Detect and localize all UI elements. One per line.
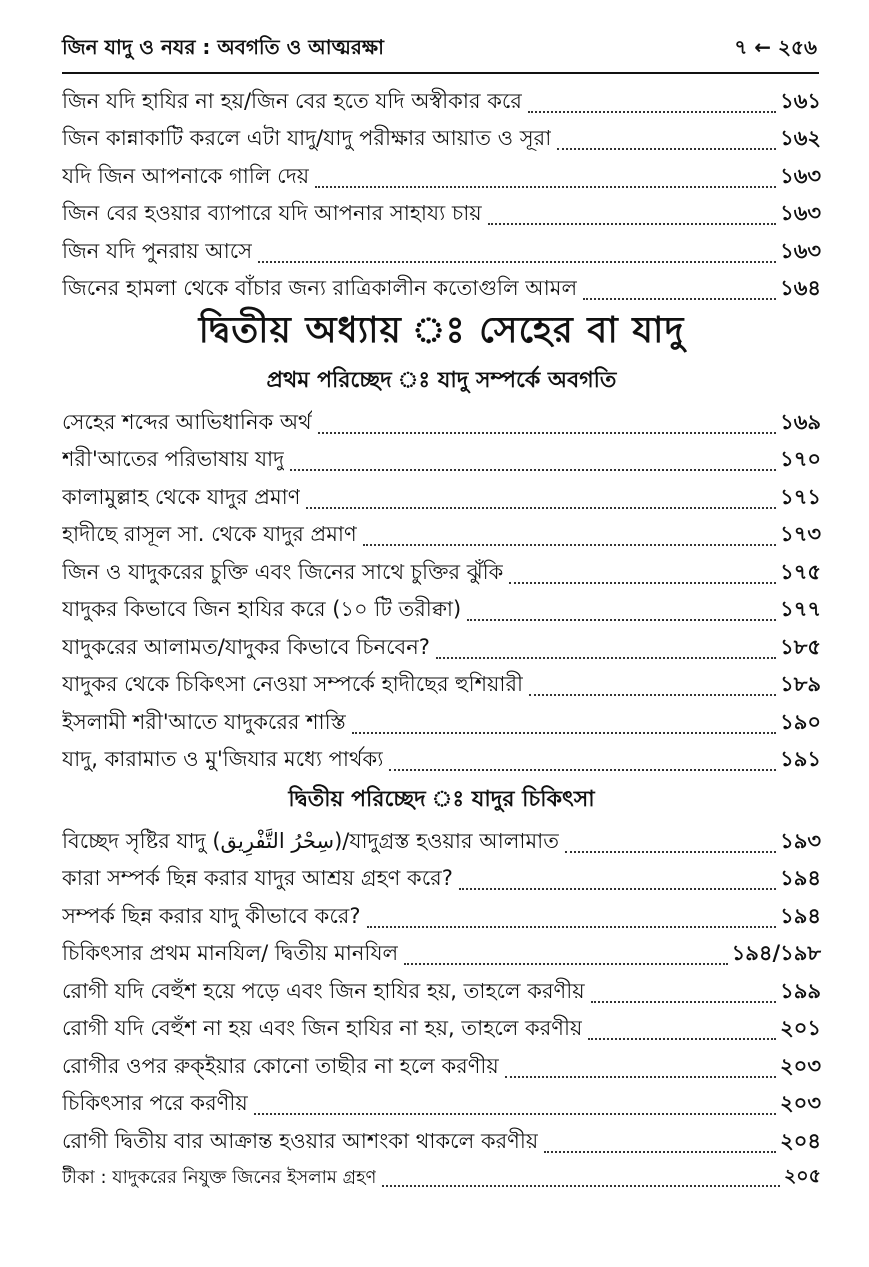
toc-entry-page: ১৭৩ [780,522,821,546]
toc-entry [62,195,821,233]
toc-entry-page: ১৮৫ [780,634,821,659]
toc-entry-page: ২০৩ [780,1053,821,1078]
toc-entry [62,120,821,158]
dot-leader [583,298,776,300]
toc-entry-page: ১৭৫ [780,559,821,584]
dot-leader [352,732,776,734]
toc-entry-title: রোগী যদি বেহুঁশ না হয় এবং জিন হাযির না হয়, তাহলে করণীয় [62,1016,583,1040]
dot-leader [258,261,776,263]
table-of-contents [62,82,821,1194]
toc-entry [62,666,821,704]
toc-entry-page: ১৬৩ [780,163,821,188]
dot-leader [529,694,776,696]
dot-leader [488,223,776,225]
dot-leader [565,851,776,853]
dot-leader [290,469,776,471]
toc-entry-page: ২০৪ [780,1128,821,1153]
toc-entry [62,972,821,1010]
dot-leader [509,582,776,584]
toc-entry-page: ১৬৪ [780,276,821,300]
dot-leader [505,1076,776,1078]
toc-entry [62,270,821,308]
toc-entry [62,628,821,666]
toc-entry-title: শরী'আতের পরিভাষায় যাদু [62,447,285,471]
toc-entry [62,591,821,629]
toc-entry-page: ১৯৩ [780,828,821,853]
toc-entry [62,741,821,779]
header-rule [62,72,819,74]
toc-entry [62,441,821,479]
dot-leader [557,148,776,150]
toc-entry [62,897,821,935]
dot-leader [436,657,776,659]
toc-entry-page: ১৬৯ [780,409,821,434]
toc-entry-title: যাদু, কারামাত ও মু'জিযার মধ্যে পার্থক্য [62,747,384,771]
dot-leader [318,432,776,434]
dot-leader [588,1038,776,1040]
toc-entry-title: জিন বের হওয়ার ব্যাপারে যদি আপনার সাহায্য চায় [62,201,482,225]
section-heading: প্রথম পরিচ্ছেদ ঃ যাদু সম্পর্কে অবগতি [266,367,617,393]
toc-entry [62,553,821,591]
toc-entry [62,516,821,554]
toc-entry-page: ১৭১ [780,484,821,509]
toc-entry-page: ২০৩ [780,1091,821,1115]
toc-entry [62,1047,821,1085]
toc-entry-title: চিকিৎসার পরে করণীয় [62,1091,248,1115]
toc-entry [62,860,821,898]
toc-entry-title: রোগীর ওপর রুক্ইয়ার কোনো তাছীর না হলে করণীয় [62,1053,499,1078]
toc-entry [62,1122,821,1160]
toc-note-page: ২০৫ [783,1164,821,1187]
toc-entry-title: জিন যদি পুনরায় আসে [62,238,253,263]
toc-entry-title: যাদুকরের আলামত/যাদুকর কিভাবে চিনবেন? [62,634,430,659]
toc-entry [62,935,821,973]
dot-leader [315,186,776,188]
toc-entry-title: সম্পর্ক ছিন্ন করার যাদু কীভাবে করে? [62,903,361,928]
toc-entry-page: ১৯৪/১৯৮ [731,941,821,965]
toc-entry [62,1010,821,1048]
dot-leader [254,1113,776,1115]
toc-entry-title: যাদুকর থেকে চিকিৎসা নেওয়া সম্পর্কে হাদীছের হুশিয়ারী [62,672,524,696]
toc-entry-page: ১৬২ [780,126,821,150]
toc-entry-title: জিন ও যাদুকরের চুক্তি এবং জিনের সাথে চুক্তির ঝুঁকি [62,559,504,584]
toc-entry [62,822,821,860]
page-reference: ৭ ← ২৫৬ [734,34,817,59]
toc-entry-title: বিচ্ছেদ সৃষ্টির যাদু (سِحْرُ التَّفْرِيق)/যাদুগ্রস্ত হওয়ার আলামাত [62,828,559,853]
toc-entry-title: জিনের হামলা থেকে বাঁচার জন্য রাত্রিকালীন কতোগুলি আমল [62,276,578,300]
toc-entry-title: রোগী যদি বেহুঁশ হয়ে পড়ে এবং জিন হাযির হয়, তাহলে করণীয় [62,978,585,1003]
toc-entry-page: ১৭০ [780,447,821,471]
dot-leader [467,619,776,621]
toc-entry-page: ১৯৯ [780,978,821,1003]
toc-entry-title: ইসলামী শরী'আতে যাদুকরের শাস্তি [62,709,346,734]
toc-entry [62,232,821,270]
toc-entry-page: ১৬৩ [780,238,821,263]
running-header [62,32,817,66]
toc-entry-page: ১৯৪ [780,903,821,928]
toc-entry-page: ১৯১ [780,747,821,771]
dot-leader [382,1185,780,1187]
dot-leader [363,544,776,546]
dot-leader [544,1151,776,1153]
toc-entry [62,703,821,741]
toc-note [62,1160,821,1194]
toc-entry-page: ১৮৯ [780,672,821,696]
toc-entry-title: হাদীছে রাসূল সা. থেকে যাদুর প্রমাণ [62,522,357,546]
dot-leader [528,111,776,113]
toc-entry-title: জিন যদি হাযির না হয়/জিন বের হতে যদি অস্বীকার করে [62,88,522,113]
toc-entry-page: ১৯৪ [780,866,821,890]
toc-entry-page: ১৬৩ [780,201,821,225]
toc-entry [62,82,821,120]
toc-entry [62,403,821,441]
toc-entry-title: যদি জিন আপনাকে গালি দেয় [62,163,310,188]
dot-leader [459,888,776,890]
toc-entry-page: ১৭৭ [780,597,821,621]
toc-entry-title: চিকিৎসার প্রথম মানযিল/ দ্বিতীয় মানযিল [62,941,399,965]
toc-entry [62,478,821,516]
toc-entry-title: রোগী দ্বিতীয় বার আক্রান্ত হওয়ার আশংকা থাকলে করণীয় [62,1128,539,1153]
toc-entry-page: ২০১ [780,1016,821,1040]
toc-entry-title: কালামুল্লাহ থেকে যাদুর প্রমাণ [62,484,301,509]
toc-entry-title: জিন কান্নাকাটি করলে এটা যাদু/যাদু পরীক্ষার আয়াত ও সূরা [62,126,552,150]
toc-entry-title: সেহের শব্দের আভিধানিক অর্থ [62,409,312,434]
toc-note-title: টীকা : যাদুকরের নিযুক্ত জিনের ইসলাম গ্রহণ [62,1166,377,1188]
dot-leader [306,507,776,509]
dot-leader [404,963,727,965]
dot-leader [367,926,777,928]
dot-leader [389,769,776,771]
toc-entry-title: কারা সম্পর্ক ছিন্ন করার যাদুর আশ্রয় গ্রহণ করে? [62,866,453,890]
book-title: জিন যাদু ও নযর : অবগতি ও আত্মরক্ষা [62,34,384,59]
toc-entry-page: ১৯০ [780,709,821,734]
dot-leader [591,1001,777,1003]
toc-entry-page: ১৬১ [780,88,821,113]
toc-entry [62,157,821,195]
toc-entry [62,1085,821,1123]
chapter-heading: দ্বিতীয় অধ্যায় ঃ সেহের বা যাদু [198,309,685,351]
toc-entry-title: যাদুকর কিভাবে জিন হাযির করে (১০ টি তরীক্বা) [62,597,462,621]
section-heading: দ্বিতীয় পরিচ্ছেদ ঃ যাদুর চিকিৎসা [288,786,595,812]
